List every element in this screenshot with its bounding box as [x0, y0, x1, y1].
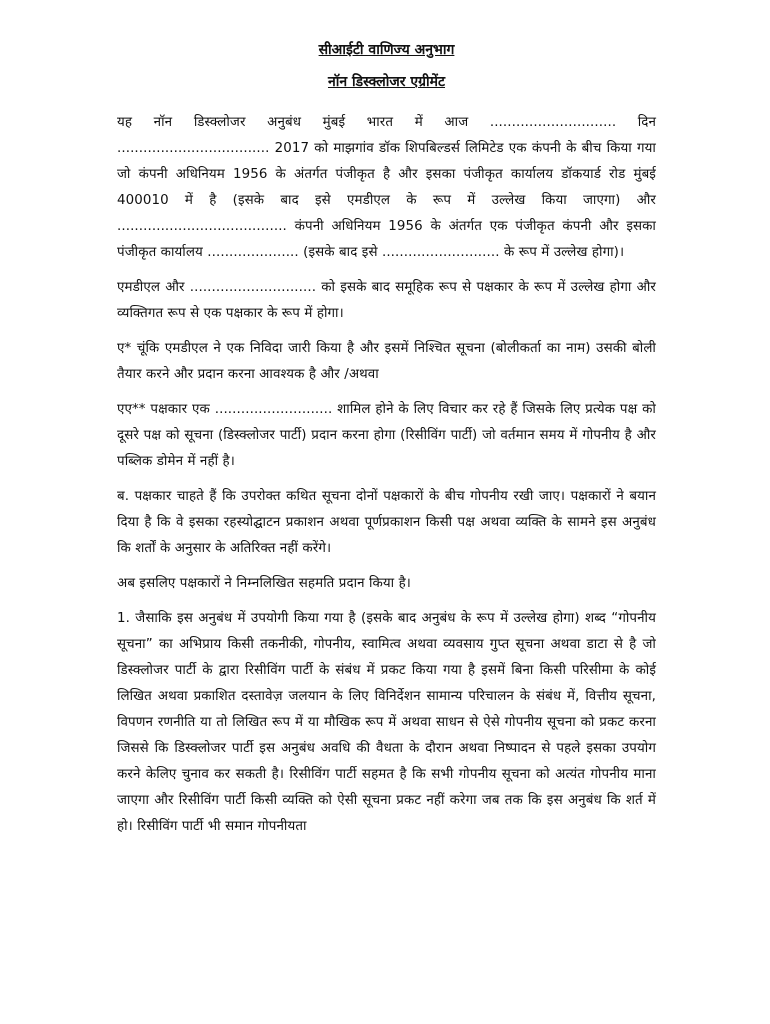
paragraph-recital-aa: एए** पक्षकार एक ........................... शामिल होने के लिए विचार कर रहे हैं जिसके लिए प्रत्येक पक्ष को दूसरे पक्ष को सूचना (डिस्क्लोजर पार्टी) प्रदान करना होगा (रिसीविंग पार्टी) जो वर्तमान समय में गोपनीय है और पब्लिक डोमेन में नहीं है। [117, 402, 656, 469]
section-heading: सीआईटी वाणिज्य अनुभाग [318, 42, 455, 58]
document-title: नॉन डिस्क्लोजर एग्रीमेंट [327, 74, 446, 90]
paragraph-recital-b: ब. पक्षकार चाहते हैं कि उपरोक्त कथित सूचना दोनों पक्षकारों के बीच गोपनीय रखी जाए। पक्षकारों ने बयान दिया है कि वे इसका रहस्योद्घाटन प्रकाशन अथवा पूर्णप्रकाशन किसी पक्ष अथवा व्यक्ति के सामने इस अनुबंध कि शर्तों के अनुसार के अतिरिक्त नहीं करेंगे। [117, 489, 656, 556]
paragraph-parties: एमडीएल और ............................. को इसके बाद समूहिक रूप से पक्षकार के रूप में उल्लेख होगा और व्यक्तिगत रूप से एक पक्षकार के रूप में होगा। [117, 280, 656, 321]
paragraph-preamble: यह नॉन डिस्क्लोजर अनुबंध मुंबई भारत में आज ............................. दिन ................................... 2017 को माझगांव डॉक शिपबिल्डर्स लिमिटेड एक कंपनी के बीच किया गया जो कंपनी अधिनियम 1956 के अंतर्गत पंजीकृत है और इसका पंजीकृत कार्यालय डॉकयार्ड रोड मुंबई 400010 में है (इसके बाद इसे एमडीएल के रूप में उल्लेख किया जाएगा) और ....................................... कंपनी अधिनियम 1956 के अंतर्गत एक पंजीकृत कंपनी और इसका पंजीकृत कार्यालय ..................... (इसके बाद इसे ........................... के रूप में उल्लेख होगा)। [117, 115, 656, 260]
paragraph-agreement: अब इसलिए पक्षकारों ने निम्नलिखित सहमति प्रदान किया है। [117, 576, 411, 591]
paragraph-recital-a: ए* चूंकि एमडीएल ने एक निविदा जारी किया है और इसमें निश्चित सूचना (बोलीकर्ता का नाम) उसकी बोली तैयार करने और प्रदान करना आवश्यक है और /अथवा [117, 341, 656, 382]
paragraph-clause-1: 1. जैसाकि इस अनुबंध में उपयोगी किया गया है (इसके बाद अनुबंध के रूप में उल्लेख होगा) शब्द “गोपनीय सूचना” का अभिप्राय किसी तकनीकी, गोपनीय, स्वामित्व अथवा व्यवसाय गुप्त सूचना अथवा डाटा से है जो डिस्क्लोजर पार्टी के द्वारा रिसीविंग पार्टी के संबंध में प्रकट किया गया है इसमें बिना किसी परिसीमा के कोई लिखित अथवा प्रकाशित दस्तावेज़ जलयान के लिए विनिर्देशन सामान्य परिचालन के संबंध में, वित्तीय सूचना, विपणन रणनीति या तो लिखित रूप में या मौखिक रूप में अथवा साधन से ऐसे गोपनीय सूचना को प्रकट करना जिससे कि डिस्क्लोजर पार्टी इस अनुबंध अवधि की वैधता के दौरान अथवा निष्पादन से पहले इसका उपयोग करने केलिए चुनाव कर सकती है। रिसीविंग पार्टी सहमत है कि सभी गोपनीय सूचना को अत्यंत गोपनीय माना जाएगा और रिसीविंग पार्टी किसी व्यक्ति को ऐसी सूचना प्रकट नहीं करेगा जब तक कि इस अनुबंध कि शर्त में हो। रिसीविंग पार्टी भी समान गोपनीयता [117, 611, 656, 834]
